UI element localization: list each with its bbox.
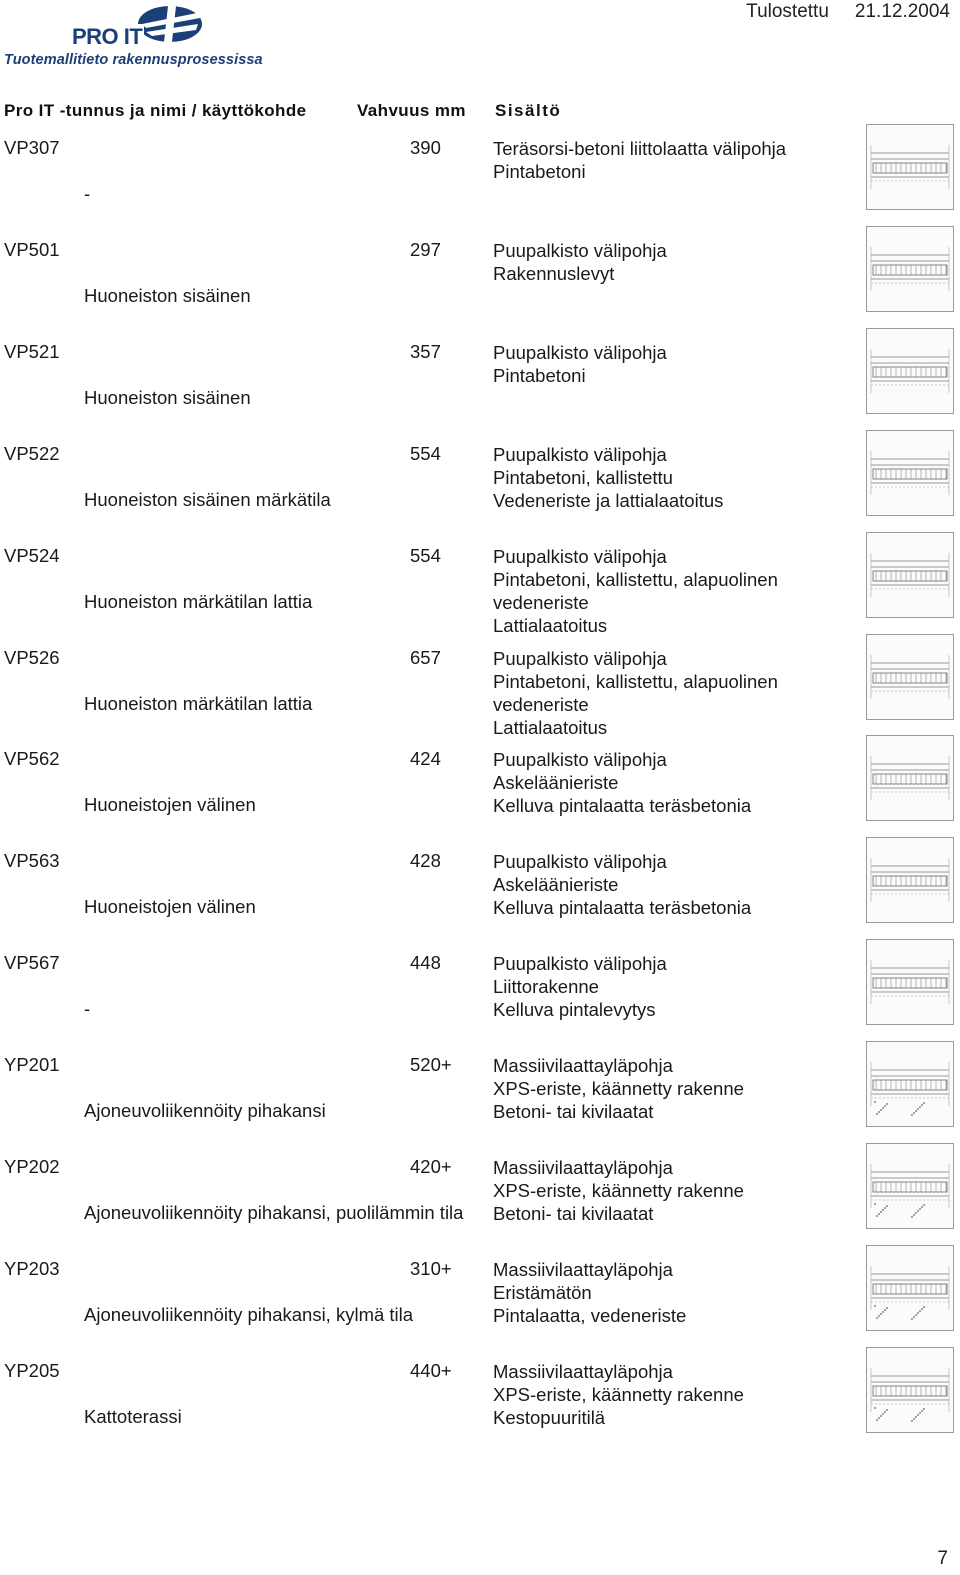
- structure-thickness: 554: [410, 443, 441, 464]
- section-drawing-icon: [867, 1144, 953, 1228]
- structure-use: Ajoneuvoliikennöity pihakansi: [84, 1100, 326, 1121]
- structure-use: Huoneiston sisäinen märkätila: [84, 489, 331, 510]
- structure-row: [0, 239, 960, 339]
- structure-row: [0, 1054, 960, 1154]
- structure-use: Huoneistojen välinen: [84, 896, 256, 917]
- content-line: vedeneriste: [493, 694, 589, 715]
- structure-thickness: 424: [410, 748, 441, 769]
- structure-use: Kattoterassi: [84, 1406, 182, 1427]
- content-line: Massiivilaattayläpohja: [493, 1157, 673, 1178]
- structure-content: [493, 545, 778, 637]
- structure-row: [0, 952, 960, 1052]
- logo-text: PRO IT: [72, 24, 143, 49]
- content-line: Puupalkisto välipohja: [493, 851, 667, 872]
- section-drawing-thumbnail[interactable]: [866, 124, 954, 210]
- structure-use: Huoneiston märkätilan lattia: [84, 693, 313, 714]
- structure-code: VP567: [4, 952, 60, 973]
- structure-thickness: 657: [410, 647, 441, 668]
- content-line: Pintabetoni: [493, 161, 586, 182]
- section-drawing-thumbnail[interactable]: [866, 1245, 954, 1331]
- content-line: Puupalkisto välipohja: [493, 444, 667, 465]
- content-line: Pintabetoni, kallistettu, alapuolinen: [493, 671, 778, 692]
- section-drawing-thumbnail[interactable]: [866, 1143, 954, 1229]
- structure-row: [0, 1156, 960, 1256]
- structure-content: [493, 850, 751, 919]
- structure-code: VP522: [4, 443, 60, 464]
- content-line: Pintabetoni: [493, 365, 586, 386]
- structure-code: VP501: [4, 239, 60, 260]
- structure-row: [0, 137, 960, 237]
- content-line: Vedeneriste ja lattialaatoitus: [493, 490, 724, 511]
- structure-code: VP307: [4, 137, 60, 158]
- content-line: Askeläänieriste: [493, 772, 619, 793]
- column-header-content: Sisältö: [495, 101, 562, 120]
- content-line: XPS-eriste, käännetty rakenne: [493, 1180, 744, 1201]
- content-line: Pintabetoni, kallistettu, alapuolinen: [493, 569, 778, 590]
- structure-content: [493, 137, 786, 183]
- structure-content: [493, 647, 778, 739]
- section-drawing-thumbnail[interactable]: [866, 532, 954, 618]
- structure-use: Huoneistojen välinen: [84, 794, 256, 815]
- section-drawing-icon: [867, 1348, 953, 1432]
- print-info: [746, 1, 950, 23]
- structure-row: [0, 545, 960, 645]
- section-drawing-icon: [867, 227, 953, 311]
- content-line: Puupalkisto välipohja: [493, 342, 667, 363]
- section-drawing-icon: [867, 940, 953, 1024]
- content-line: Puupalkisto välipohja: [493, 546, 667, 567]
- section-drawing-thumbnail[interactable]: [866, 1041, 954, 1127]
- section-drawing-thumbnail[interactable]: [866, 1347, 954, 1433]
- content-line: Betoni- tai kivilaatat: [493, 1101, 654, 1122]
- structure-code: VP562: [4, 748, 60, 769]
- structure-thickness: 297: [410, 239, 441, 260]
- printed-date: 21.12.2004: [854, 1, 950, 22]
- content-line: Kelluva pintalevytys: [493, 999, 656, 1020]
- content-line: vedeneriste: [493, 592, 589, 613]
- structure-content: [493, 239, 667, 285]
- structure-content: [493, 1360, 744, 1429]
- section-drawing-icon: [867, 431, 953, 515]
- structure-content: [493, 1156, 744, 1225]
- structure-use: Huoneiston sisäinen: [84, 285, 251, 306]
- structure-row: [0, 443, 960, 543]
- structure-thickness: 440+: [410, 1360, 452, 1381]
- content-line: Eristämätön: [493, 1282, 592, 1303]
- structure-code: YP202: [4, 1156, 60, 1177]
- content-line: Puupalkisto välipohja: [493, 648, 667, 669]
- section-drawing-thumbnail[interactable]: [866, 328, 954, 414]
- section-drawing-icon: [867, 1042, 953, 1126]
- content-line: Rakennuslevyt: [493, 263, 615, 284]
- structure-content: [493, 1054, 744, 1123]
- structure-row: [0, 748, 960, 848]
- section-drawing-thumbnail[interactable]: [866, 226, 954, 312]
- content-line: Pintalaatta, vedeneriste: [493, 1305, 687, 1326]
- section-drawing-icon: [867, 838, 953, 922]
- section-drawing-icon: [867, 533, 953, 617]
- structure-thickness: 310+: [410, 1258, 452, 1279]
- structure-content: [493, 341, 667, 387]
- content-line: Massiivilaattayläpohja: [493, 1055, 673, 1076]
- structure-content: [493, 443, 723, 512]
- content-line: Liittorakenne: [493, 976, 599, 997]
- content-line: Kelluva pintalaatta teräsbetonia: [493, 897, 752, 918]
- page-number: 7: [937, 1548, 948, 1569]
- structure-use: -: [84, 998, 91, 1019]
- structure-code: VP563: [4, 850, 60, 871]
- section-drawing-icon: [867, 1246, 953, 1330]
- content-line: Kelluva pintalaatta teräsbetonia: [493, 795, 752, 816]
- section-drawing-icon: [867, 736, 953, 820]
- section-drawing-icon: [867, 635, 953, 719]
- section-drawing-icon: [867, 329, 953, 413]
- section-drawing-thumbnail[interactable]: [866, 837, 954, 923]
- content-line: Puupalkisto välipohja: [493, 240, 667, 261]
- structure-code: VP524: [4, 545, 60, 566]
- section-drawing-thumbnail[interactable]: [866, 735, 954, 821]
- structure-use: Huoneiston sisäinen: [84, 387, 251, 408]
- content-line: Massiivilaattayläpohja: [493, 1361, 673, 1382]
- content-line: Lattialaatoitus: [493, 615, 608, 636]
- structure-code: VP521: [4, 341, 60, 362]
- structure-use: Ajoneuvoliikennöity pihakansi, puolilämmin tila: [84, 1202, 464, 1223]
- structure-row: [0, 1258, 960, 1358]
- content-line: Massiivilaattayläpohja: [493, 1259, 673, 1280]
- structure-thickness: 520+: [410, 1054, 452, 1075]
- structure-content: [493, 1258, 686, 1327]
- structure-code: VP526: [4, 647, 60, 668]
- structure-content: [493, 748, 751, 817]
- structure-thickness: 357: [410, 341, 441, 362]
- content-line: Lattialaatoitus: [493, 717, 608, 738]
- section-drawing-icon: [867, 125, 953, 209]
- content-line: Puupalkisto välipohja: [493, 749, 667, 770]
- structure-thickness: 420+: [410, 1156, 452, 1177]
- structure-thickness: 428: [410, 850, 441, 871]
- section-drawing-thumbnail[interactable]: [866, 430, 954, 516]
- section-drawing-thumbnail[interactable]: [866, 939, 954, 1025]
- structure-use: Ajoneuvoliikennöity pihakansi, kylmä tila: [84, 1304, 414, 1325]
- column-header-thickness: Vahvuus mm: [357, 101, 466, 120]
- structure-thickness: 448: [410, 952, 441, 973]
- content-line: Askeläänieriste: [493, 874, 619, 895]
- logo-tagline: Tuotemallitieto rakennusprosessissa: [4, 52, 263, 68]
- structure-thickness: 390: [410, 137, 441, 158]
- content-line: XPS-eriste, käännetty rakenne: [493, 1078, 744, 1099]
- structure-row: [0, 647, 960, 747]
- content-line: Pintabetoni, kallistettu: [493, 467, 673, 488]
- structure-content: [493, 952, 667, 1021]
- printed-label: Tulostettu: [746, 1, 829, 22]
- content-line: XPS-eriste, käännetty rakenne: [493, 1384, 744, 1405]
- content-line: Kestopuuritilä: [493, 1407, 606, 1428]
- column-header-id-name: Pro IT -tunnus ja nimi / käyttökohde: [4, 101, 307, 120]
- structure-code: YP203: [4, 1258, 60, 1279]
- structure-use: -: [84, 183, 91, 204]
- section-drawing-thumbnail[interactable]: [866, 634, 954, 720]
- pro-it-logo: [4, 4, 274, 70]
- structure-row: [0, 850, 960, 950]
- structure-thickness: 554: [410, 545, 441, 566]
- structure-code: YP201: [4, 1054, 60, 1075]
- content-line: Teräsorsi-betoni liittolaatta välipohja: [493, 138, 787, 159]
- content-line: Betoni- tai kivilaatat: [493, 1203, 654, 1224]
- structure-code: YP205: [4, 1360, 60, 1381]
- structure-row: [0, 1360, 960, 1460]
- structure-row: [0, 341, 960, 441]
- structure-use: Huoneiston märkätilan lattia: [84, 591, 313, 612]
- content-line: Puupalkisto välipohja: [493, 953, 667, 974]
